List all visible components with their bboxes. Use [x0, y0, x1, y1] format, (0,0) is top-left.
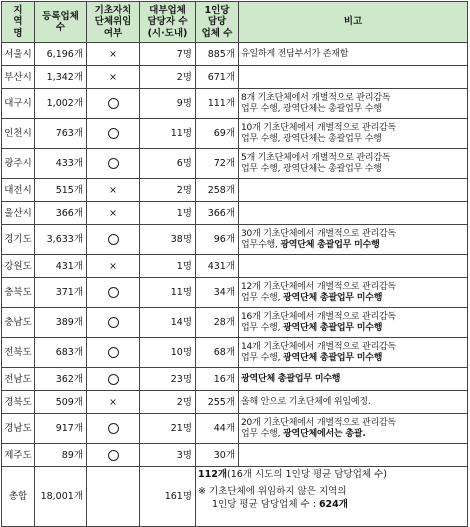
- staff-cell: 9명: [140, 89, 196, 119]
- staff-cell: 38명: [140, 225, 196, 255]
- total-note-value: 624개: [318, 499, 348, 510]
- table-row: [2, 308, 468, 338]
- region-cell: 대구시: [2, 89, 35, 119]
- count-cell: 515개: [35, 179, 87, 202]
- note-bold-text: 광역단체 총괄업무 미수행: [282, 292, 383, 303]
- circle-mark-icon: [108, 98, 119, 109]
- table-row: [2, 202, 468, 225]
- note-text: 20개 기초단체에서 개별적으로 관리감독: [241, 417, 396, 428]
- staff-cell: 6명: [140, 149, 196, 179]
- note-bold-text: 광역단체 총괄업무 미수행: [282, 322, 383, 333]
- count-cell: 6,196개: [35, 43, 87, 66]
- count-cell: 431개: [35, 255, 87, 278]
- note-line: [241, 342, 465, 353]
- table-row: [2, 414, 468, 444]
- table-row: [2, 338, 468, 368]
- region-cell: 전남도: [2, 368, 35, 391]
- note-text: 5개 기초단체에서 개별적으로 관리감독: [241, 152, 391, 163]
- note-cell: [239, 278, 468, 308]
- count-cell: 1,002개: [35, 89, 87, 119]
- per-cell: 30개: [196, 444, 239, 467]
- delegated-cell: [87, 89, 140, 119]
- circle-mark-icon: [108, 128, 119, 139]
- circle-mark-icon: [108, 374, 119, 385]
- staff-cell: 7명: [140, 43, 196, 66]
- note-text: 12개 기초단체에서 개별적으로 관리감독: [241, 281, 396, 292]
- count-cell: 1,342개: [35, 66, 87, 89]
- note-line: [241, 397, 465, 408]
- note-cell: [239, 149, 468, 179]
- note-line: [241, 49, 465, 60]
- delegated-cell: [87, 202, 140, 225]
- total-label-cell: 총합: [2, 467, 35, 527]
- note-cell: [239, 444, 468, 467]
- note-bold-text: 광역단체 총괄업무 미수행: [282, 352, 383, 363]
- delegated-cell: [87, 338, 140, 368]
- note-cell: [239, 255, 468, 278]
- staff-cell: 14명: [140, 308, 196, 338]
- staff-cell: 23명: [140, 368, 196, 391]
- region-cell: 대전시: [2, 179, 35, 202]
- header-delegated: 기초자치 단체위임 여부: [87, 2, 140, 43]
- count-cell: 366개: [35, 202, 87, 225]
- note-line: [241, 323, 465, 334]
- per-cell: 111개: [196, 89, 239, 119]
- delegated-cell: [87, 255, 140, 278]
- delegated-cell: [87, 368, 140, 391]
- table-row: [2, 368, 468, 391]
- table-row: [2, 225, 468, 255]
- circle-mark-icon: [108, 158, 119, 169]
- note-line: [241, 353, 465, 364]
- per-cell: 96개: [196, 225, 239, 255]
- note-bold-text: 광역단체 총괄업무 미수행: [280, 239, 380, 250]
- total-note-text: 1인당 평균 담당업체 수 :: [212, 499, 319, 510]
- count-cell: 362개: [35, 368, 87, 391]
- header-region: 지 역 명: [2, 2, 35, 43]
- note-text: 업무 수행, 광역단체는 총괄업무 수행: [241, 103, 382, 114]
- per-cell: 72개: [196, 149, 239, 179]
- note-text: 업무 수행,: [241, 292, 283, 303]
- count-cell: 763개: [35, 119, 87, 149]
- region-cell: 전북도: [2, 338, 35, 368]
- delegated-cell: [87, 278, 140, 308]
- delegated-cell: [87, 66, 140, 89]
- note-line: [241, 312, 465, 323]
- table-row: [2, 391, 468, 414]
- note-line: [241, 93, 465, 104]
- delegated-cell: [87, 225, 140, 255]
- count-cell: 3,633개: [35, 225, 87, 255]
- note-text: 30개 기초단체에서 개별적으로 관리감독: [241, 228, 396, 239]
- cross-mark: ×: [109, 207, 117, 219]
- total-avg-line: [198, 468, 465, 481]
- region-cell: 부산시: [2, 66, 35, 89]
- note-text: 14개 기초단체에서 개별적으로 관리감독: [241, 341, 396, 352]
- circle-mark-icon: [108, 347, 119, 358]
- region-cell: 충남도: [2, 308, 35, 338]
- table-row: [2, 278, 468, 308]
- table-header: [2, 2, 468, 43]
- cross-mark: ×: [109, 396, 117, 408]
- delegated-cell: [87, 391, 140, 414]
- per-cell: 16개: [196, 368, 239, 391]
- per-cell: 366개: [196, 202, 239, 225]
- table-body: [2, 43, 468, 527]
- per-cell: 258개: [196, 179, 239, 202]
- count-cell: 389개: [35, 308, 87, 338]
- note-line: [241, 282, 465, 293]
- region-cell: 충북도: [2, 278, 35, 308]
- note-cell: [239, 391, 468, 414]
- staff-cell: 2명: [140, 391, 196, 414]
- per-cell: 431개: [196, 255, 239, 278]
- circle-mark-icon: [108, 317, 119, 328]
- table-row: [2, 179, 468, 202]
- staff-cell: 11명: [140, 119, 196, 149]
- total-note-text: ※ 기초단체에 위임하지 않은 지역의: [198, 486, 347, 497]
- note-line: [241, 240, 465, 251]
- table-row: [2, 444, 468, 467]
- staff-cell: 2명: [140, 66, 196, 89]
- note-cell: [239, 43, 468, 66]
- note-cell: [239, 89, 468, 119]
- region-cell: 강원도: [2, 255, 35, 278]
- total-count-cell: 18,001개: [35, 467, 87, 527]
- table-row: [2, 66, 468, 89]
- per-cell: 671개: [196, 66, 239, 89]
- note-cell: [239, 66, 468, 89]
- cross-mark: ×: [109, 184, 117, 196]
- delegated-cell: [87, 308, 140, 338]
- cross-mark: ×: [109, 71, 117, 83]
- note-cell: [239, 179, 468, 202]
- note-cell: [239, 338, 468, 368]
- delegated-cell: [87, 179, 140, 202]
- count-cell: 433개: [35, 149, 87, 179]
- region-cell: 경북도: [2, 391, 35, 414]
- table-row: [2, 149, 468, 179]
- note-line: [241, 123, 465, 134]
- note-line: [241, 418, 465, 429]
- count-cell: 371개: [35, 278, 87, 308]
- per-cell: 69개: [196, 119, 239, 149]
- count-cell: 509개: [35, 391, 87, 414]
- staff-cell: 10명: [140, 338, 196, 368]
- note-line: [241, 429, 465, 440]
- region-cell: 인천시: [2, 119, 35, 149]
- note-text: 10개 기초단체에서 개별적으로 관리감독: [241, 122, 396, 133]
- note-bold-text: 광역단체 총괄업무 미수행: [241, 373, 341, 384]
- delegated-cell: [87, 119, 140, 149]
- table-row: [2, 89, 468, 119]
- header-staff: 대부업체 담당자 수 (시·도내): [140, 2, 196, 43]
- total-note-line: [198, 498, 465, 511]
- total-avg-value: 112개: [198, 469, 228, 480]
- header-row: [2, 2, 468, 43]
- note-text: 업무 수행, 광역단체는 총괄업무 수행: [241, 163, 382, 174]
- total-note-line: [198, 485, 465, 498]
- note-text: 16개 기초단체에서 개별적으로 관리감독: [241, 311, 396, 322]
- note-text: 업무 수행,: [241, 428, 283, 439]
- note-cell: [239, 308, 468, 338]
- note-cell: [239, 119, 468, 149]
- note-line: [241, 374, 465, 385]
- count-cell: 683개: [35, 338, 87, 368]
- region-cell: 울산시: [2, 202, 35, 225]
- note-text: 업무 수행,: [241, 322, 283, 333]
- region-cell: 광주시: [2, 149, 35, 179]
- note-cell: [239, 225, 468, 255]
- count-cell: 89개: [35, 444, 87, 467]
- region-cell: 경기도: [2, 225, 35, 255]
- note-line: [241, 104, 465, 115]
- table-row: [2, 255, 468, 278]
- per-cell: 44개: [196, 414, 239, 444]
- per-cell: 885개: [196, 43, 239, 66]
- per-cell: 68개: [196, 338, 239, 368]
- count-cell: 917개: [35, 414, 87, 444]
- delegated-cell: [87, 414, 140, 444]
- table-row: [2, 43, 468, 66]
- circle-mark-icon: [108, 450, 119, 461]
- delegated-cell: [87, 43, 140, 66]
- region-cell: 제주도: [2, 444, 35, 467]
- per-cell: 28개: [196, 308, 239, 338]
- note-line: [241, 229, 465, 240]
- data-table: [1, 1, 468, 527]
- note-cell: [239, 368, 468, 391]
- cross-mark: ×: [109, 48, 117, 60]
- total-avg-desc: (16개 시도의 1인당 평균 담당업체 수): [227, 469, 387, 480]
- per-cell: 34개: [196, 278, 239, 308]
- note-line: [241, 153, 465, 164]
- note-text: 올해 안으로 기초단체에 위임예정.: [241, 396, 371, 407]
- note-line: [241, 134, 465, 145]
- note-text: 업무 수행,: [241, 352, 283, 363]
- note-line: [241, 293, 465, 304]
- delegated-cell: [87, 149, 140, 179]
- note-text: 업무수행,: [241, 239, 281, 250]
- circle-mark-icon: [108, 234, 119, 245]
- region-cell: 경남도: [2, 414, 35, 444]
- per-cell: 255개: [196, 391, 239, 414]
- circle-mark-icon: [108, 287, 119, 298]
- total-staff-cell: 161명: [140, 467, 196, 527]
- note-text: 8개 기초단체에서 개별적으로 관리감독: [241, 92, 391, 103]
- header-per: 1인당 담당 업체 수: [196, 2, 239, 43]
- header-note: 비고: [239, 2, 468, 43]
- staff-cell: 11명: [140, 278, 196, 308]
- table-row: [2, 119, 468, 149]
- staff-cell: 21명: [140, 414, 196, 444]
- staff-cell: 3명: [140, 444, 196, 467]
- region-cell: 서울시: [2, 43, 35, 66]
- header-count: 등록업체 수: [35, 2, 87, 43]
- cross-mark: ×: [109, 260, 117, 272]
- circle-mark-icon: [108, 423, 119, 434]
- staff-cell: 2명: [140, 179, 196, 202]
- note-cell: [239, 414, 468, 444]
- staff-cell: 1명: [140, 255, 196, 278]
- staff-cell: 1명: [140, 202, 196, 225]
- note-line: [241, 164, 465, 175]
- note-bold-text: 광역단체에서는 총괄.: [282, 428, 366, 439]
- note-text: 유일하게 전담부서가 존재함: [241, 48, 349, 59]
- delegated-cell: [87, 444, 140, 467]
- note-text: 업무 수행, 광역단체는 총괄업무 수행: [241, 133, 382, 144]
- note-cell: [239, 202, 468, 225]
